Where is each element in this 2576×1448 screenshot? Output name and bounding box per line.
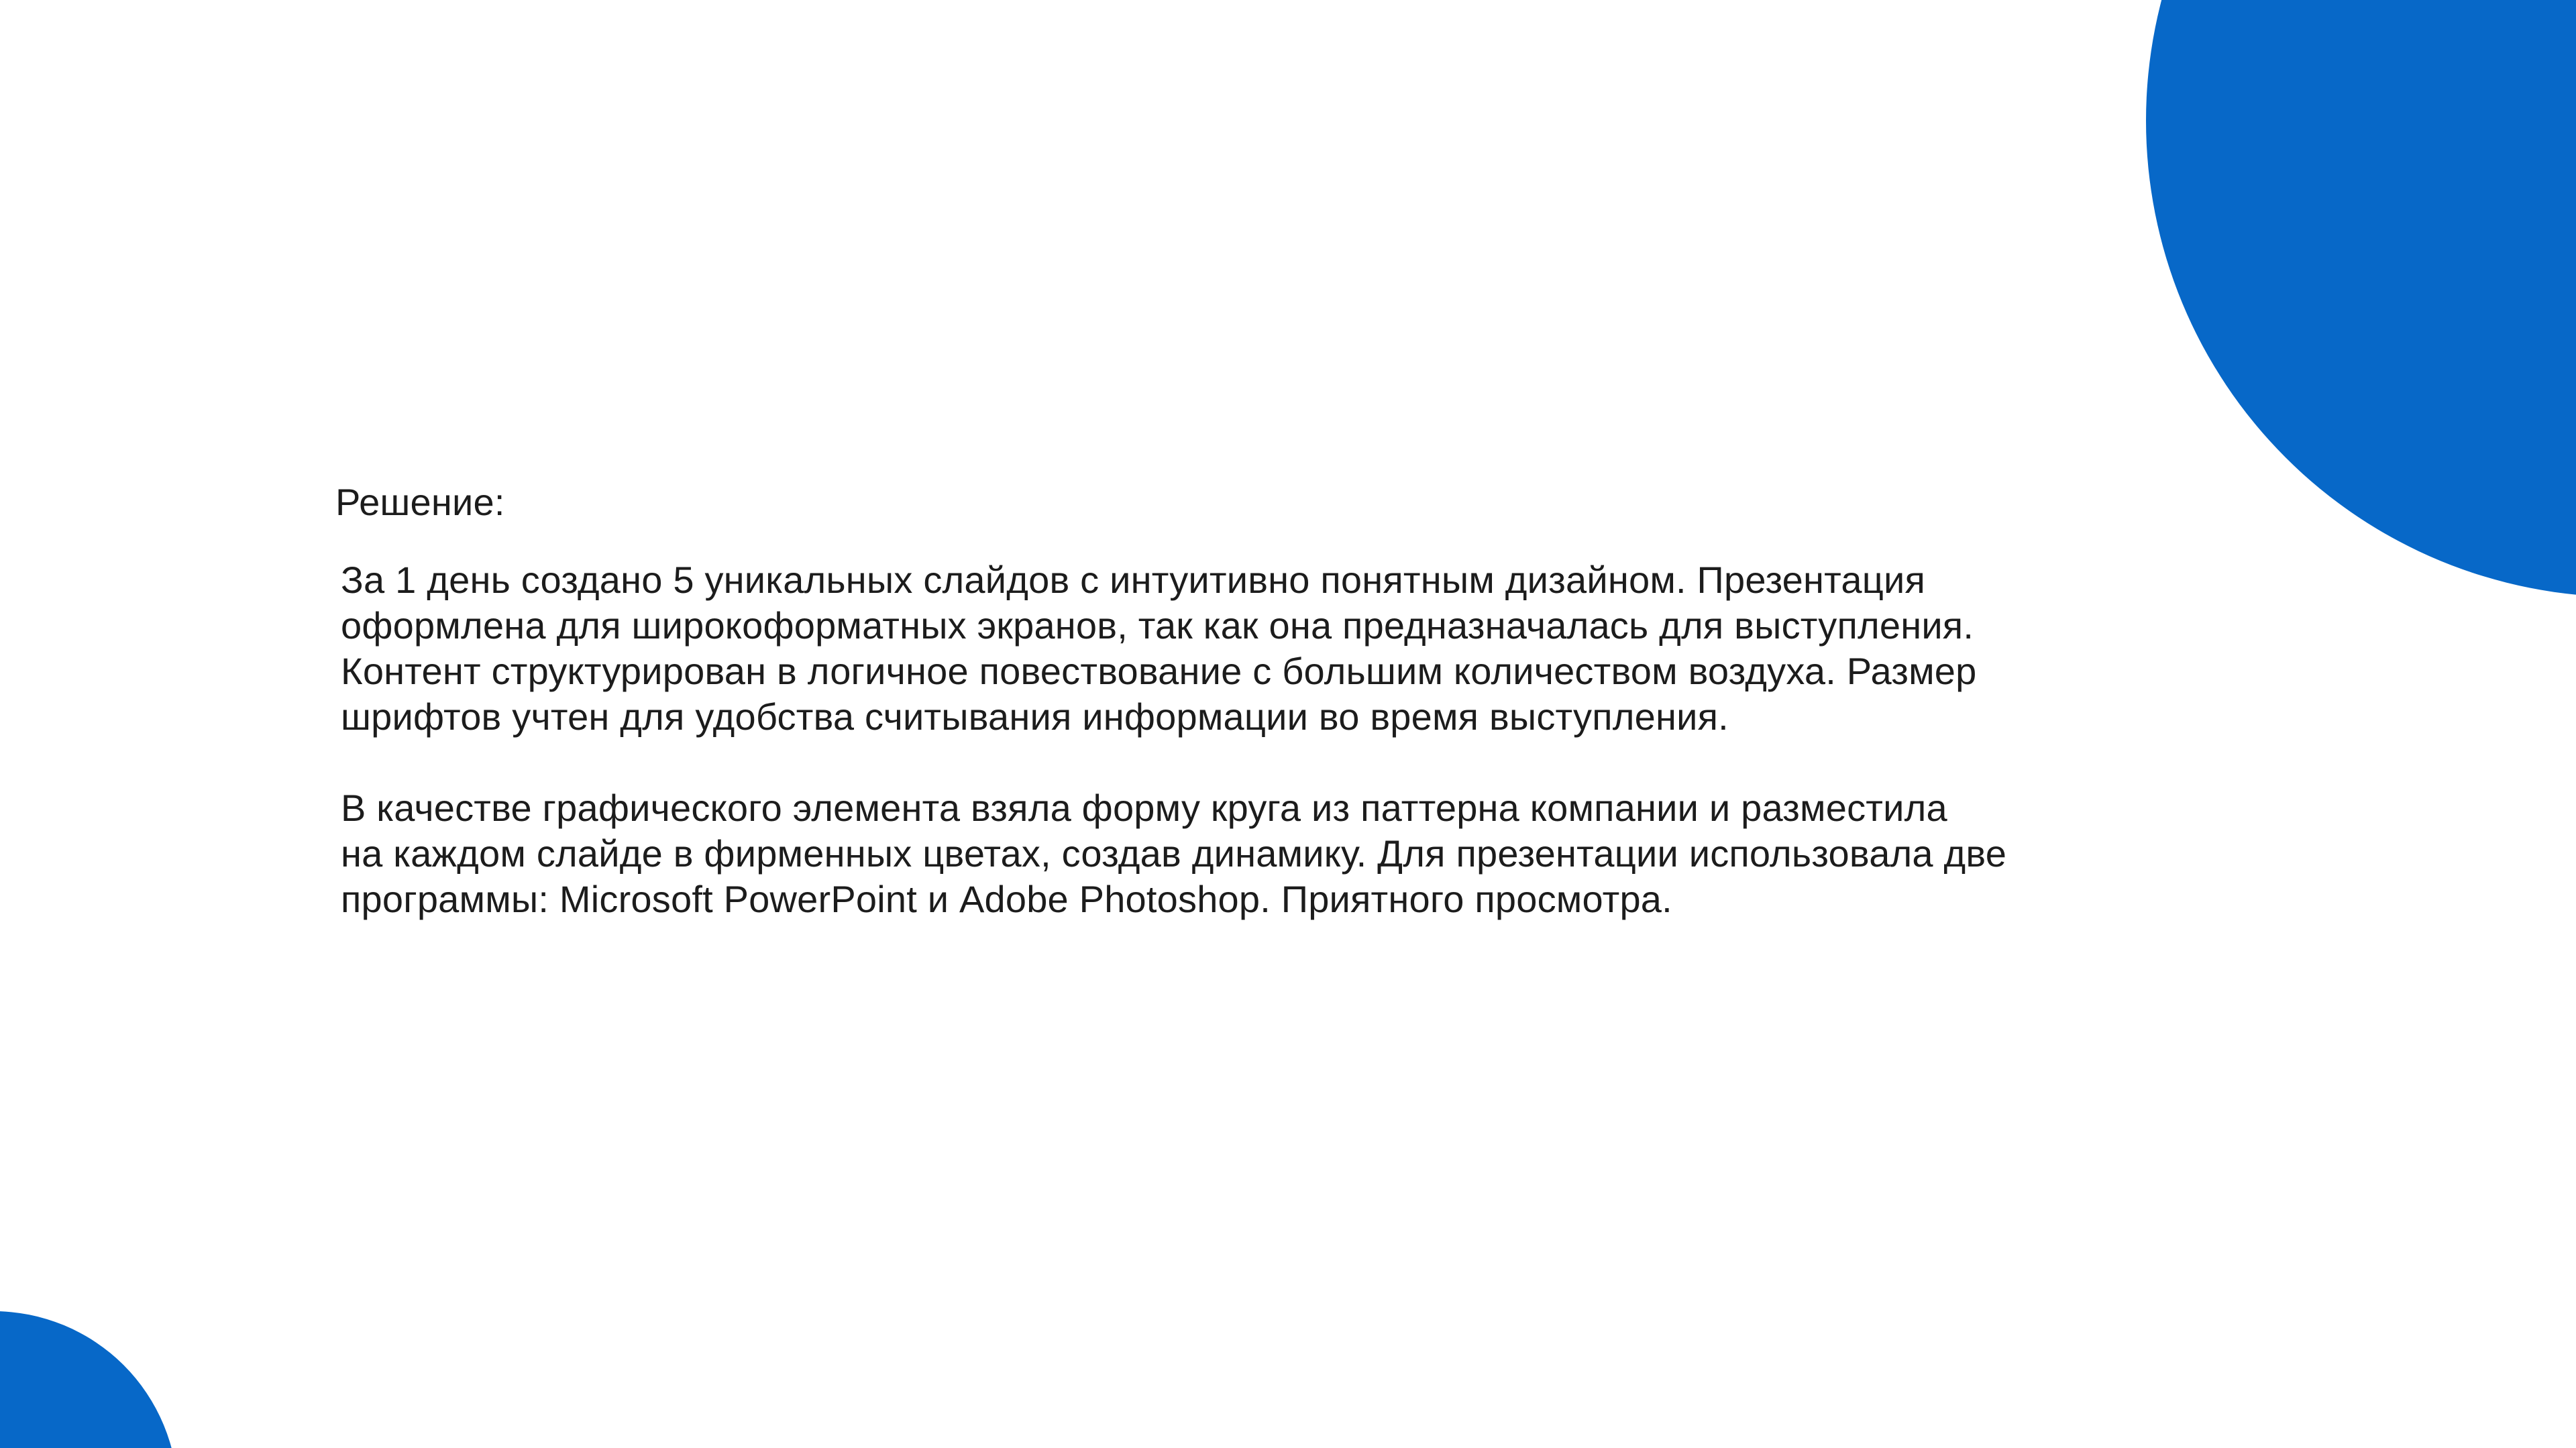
solution-text-block bbox=[335, 480, 2241, 922]
solution-paragraph-2: В качестве графического элемента взяла форму круга из паттерна компании и разместила на каждом слайде в фирменных цветах, создав динамику. Для презентации использовала две программы: Microsoft PowerPoint и Adobe Photoshop. Приятного просмотра. bbox=[341, 787, 2007, 920]
decorative-circle-bottom-left bbox=[0, 1311, 178, 1448]
solution-paragraph-1: За 1 день создано 5 уникальных слайдов с интуитивно понятным дизайном. Презентация оформлена для широкоформатных экранов, так как она предназначалась для выступления. Контент структурирован в логичное повествование с большим количеством воздуха. Размер шрифтов учтен для удобства считывания информации во время выступления. bbox=[341, 559, 1977, 738]
solution-heading: Решение: bbox=[335, 481, 505, 523]
